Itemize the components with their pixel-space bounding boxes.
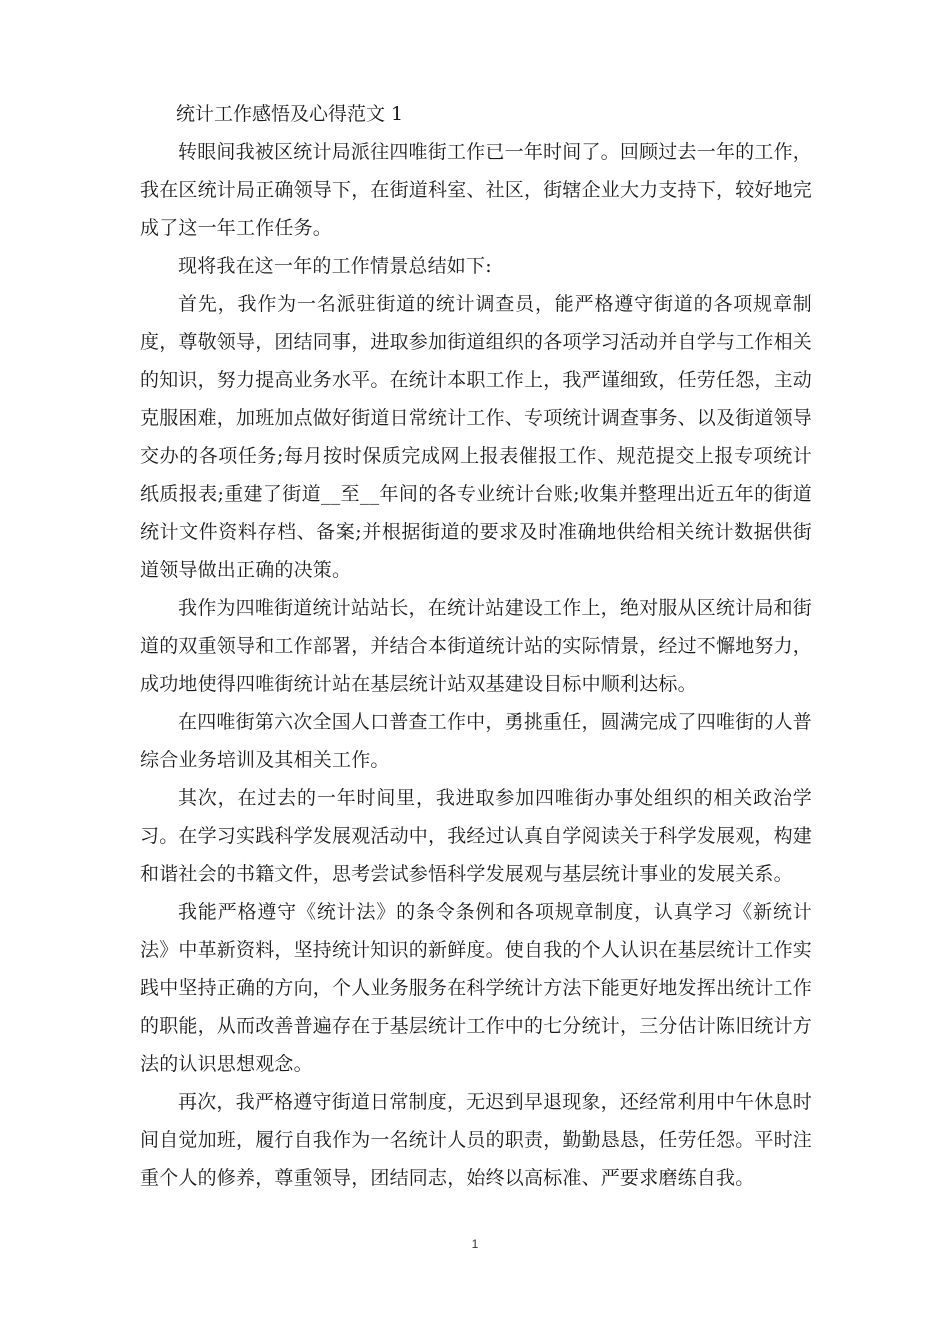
document-body (140, 95, 812, 1197)
paragraph-4: 我作为四唯街道统计站站长，在统计站建设工作上，绝对服从区统计局和街道的双重领导和工作部署，并结合本街道统计站的实际情景，经过不懈地努力，成功地使得四唯街统计站在基层统计站双基建设目标中顺利达标。 (140, 597, 813, 695)
paragraph-1: 转眼间我被区统计局派往四唯街工作已一年时间了。回顾过去一年的工作，我在区统计局正确领导下，在街道科室、社区，街辖企业大力支持下，较好地完成了这一年工作任务。 (140, 141, 813, 239)
paragraph-2: 现将我在这一年的工作情景总结如下: (178, 255, 492, 277)
paragraph-6: 其次，在过去的一年时间里，我进取参加四唯街办事处组织的相关政治学习。在学习实践科学发展观活动中，我经过认真自学阅读关于科学发展观，构建和谐社会的书籍文件，思考尝试参悟科学发展观与基层统计事业的发展关系。 (140, 787, 813, 885)
document-title: 统计工作感悟及心得范文 1 (176, 103, 404, 125)
paragraph-7: 我能严格遵守《统计法》的条令条例和各项规章制度，认真学习《新统计法》中革新资料，坚持统计知识的新鲜度。使自我的个人认识在基层统计工作实践中坚持正确的方向，个人业务服务在科学统计方法下能更好地发挥出统计工作的职能，从而改善普遍存在于基层统计工作中的七分统计，三分估计陈旧统计方法的认识思想观念。 (140, 901, 813, 1075)
paragraph-3: 首先，我作为一名派驻街道的统计调查员，能严格遵守街道的各项规章制度，尊敬领导，团结同事，进取参加街道组织的各项学习活动并自学与工作相关的知识，努力提高业务水平。在统计本职工作上，我严谨细致，任劳任怨，主动克服困难，加班加点做好街道日常统计工作、专项统计调查事务、以及街道领导交办的各项任务;每月按时保质完成网上报表催报工作、规范提交上报专项统计纸质报表;重建了街道__至__年间的各专业统计台账;收集并整理出近五年的街道统计文件资料存档、备案;并根据街道的要求及时准确地供给相关统计数据供街道领导做出正确的决策。 (140, 293, 813, 581)
page-number: 1 (471, 1237, 479, 1251)
paragraph-5: 在四唯街第六次全国人口普查工作中，勇挑重任，圆满完成了四唯街的人普综合业务培训及其相关工作。 (140, 711, 812, 771)
paragraph-8: 再次，我严格遵守街道日常制度，无迟到早退现象，还经常利用中午休息时间自觉加班，履行自我作为一名统计人员的职责，勤勤恳恳，任劳任怨。平时注重个人的修养，尊重领导，团结同志，始终以高标准、严要求磨练自我。 (140, 1091, 813, 1189)
